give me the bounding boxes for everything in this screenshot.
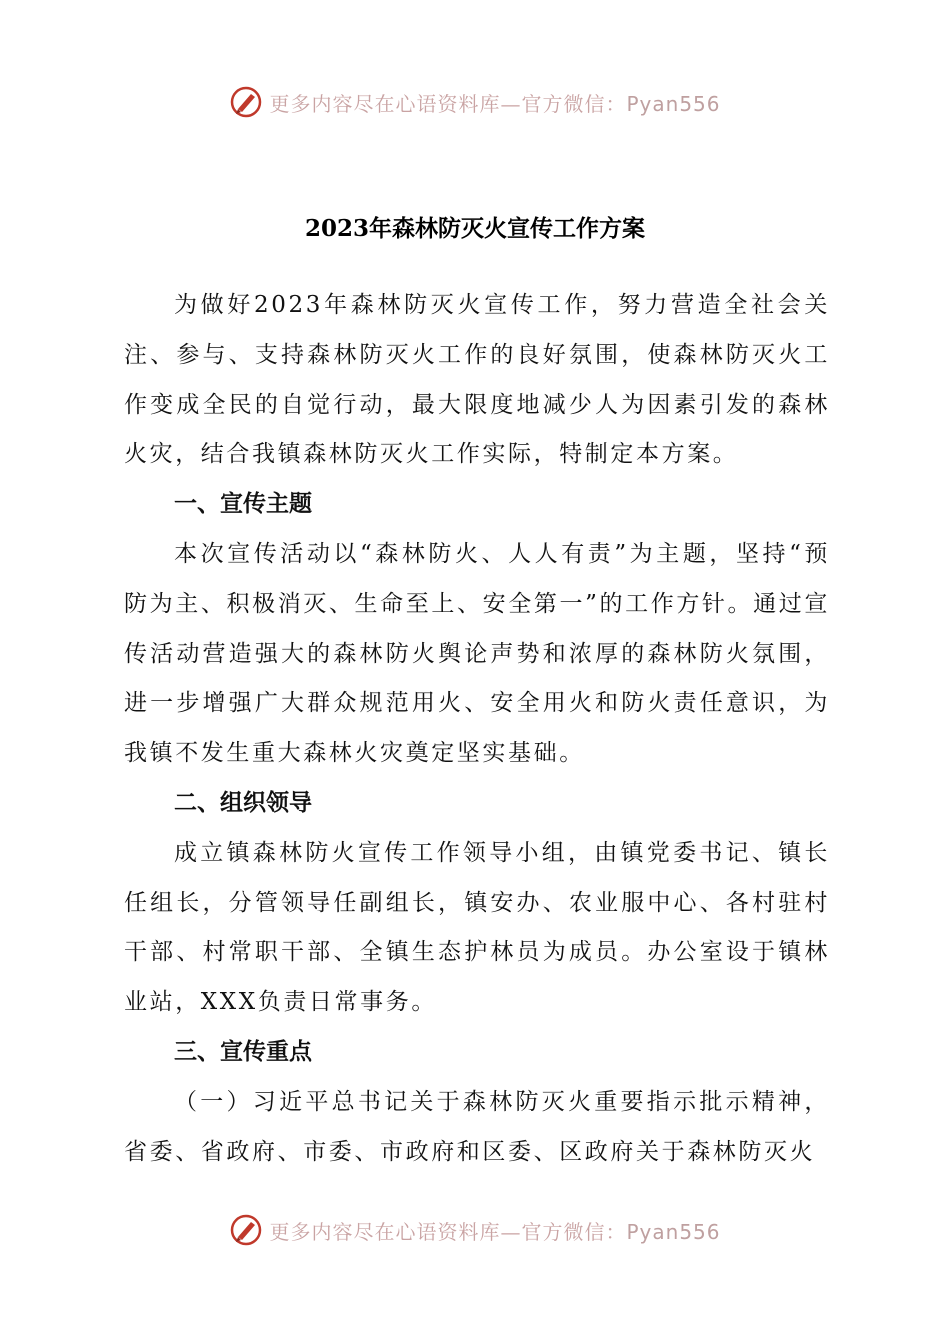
footer-watermark <box>0 1208 950 1252</box>
pen-logo-icon <box>229 85 263 119</box>
watermark-text: 更多内容尽在心语资料库—官方微信：Pyan556 <box>269 1219 721 1244</box>
document-body <box>124 281 830 1177</box>
pen-logo-icon <box>229 1213 263 1247</box>
section-heading-focus: 三、宣传重点 <box>174 1038 312 1065</box>
watermark-text: 更多内容尽在心语资料库—官方微信：Pyan556 <box>269 91 721 116</box>
section-body-focus: （一）习近平总书记关于森林防灭火重要指示批示精神，省委、省政府、市委、市政府和区委、区政府关于森林防灭火 <box>124 1088 830 1165</box>
wechat-id: Pyan556 <box>626 91 721 116</box>
section-body-organization: 成立镇森林防火宣传工作领导小组，由镇党委书记、镇长任组长，分管领导任副组长，镇安办、农业服中心、各村驻村干部、村常职干部、全镇生态护林员为成员。办公室设于镇林业站，XXX负责日常事务。 <box>124 839 830 1016</box>
header-watermark <box>0 80 950 124</box>
wechat-id: Pyan556 <box>626 1219 721 1244</box>
section-body-theme: 本次宣传活动以“森林防火、人人有责”为主题，坚持“预防为主、积极消灭、生命至上、安全第一”的工作方针。通过宣传活动营造强大的森林防火舆论声势和浓厚的森林防火氛围，进一步增强广大群众规范用火、安全用火和防火责任意识，为我镇不发生重大森林火灾奠定坚实基础。 <box>124 540 830 767</box>
section-heading-organization: 二、组织领导 <box>174 789 312 816</box>
document-title: 2023年森林防灭火宣传工作方案 <box>304 215 645 242</box>
intro-paragraph: 为做好2023年森林防灭火宣传工作，努力营造全社会关注、参与、支持森林防灭火工作的良好氛围，使森林防灭火工作变成全民的自觉行动，最大限度地减少人为因素引发的森林火灾，结合我镇森林防灭火工作实际，特制定本方案。 <box>124 292 830 468</box>
section-heading-theme: 一、宣传主题 <box>174 491 312 518</box>
